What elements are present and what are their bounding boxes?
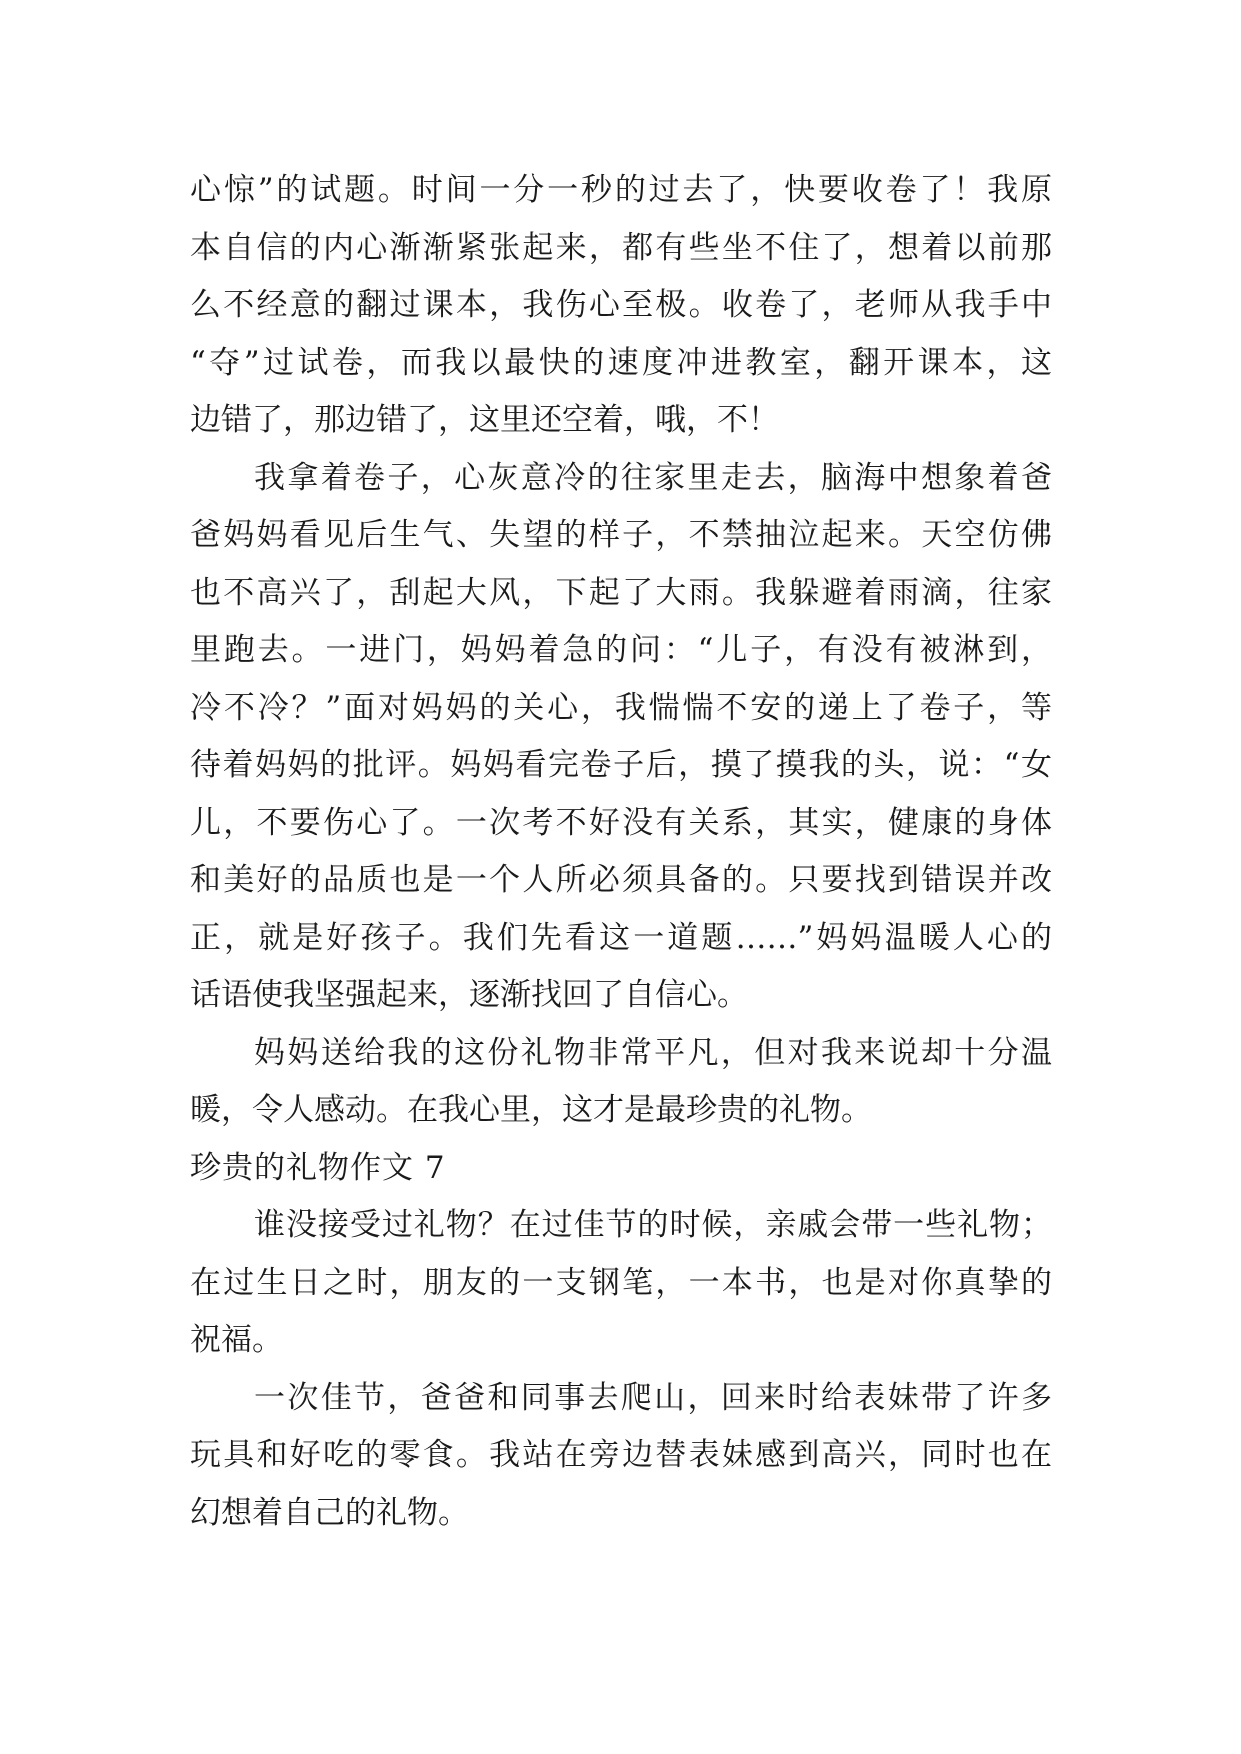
text-line: 待着妈妈的批评。妈妈看完卷子后，摸了摸我的头，说：“女 xyxy=(190,747,1052,783)
text-line: 妈妈送给我的这份礼物非常平凡，但对我来说却十分温 xyxy=(254,1034,1052,1071)
text-line: 儿，不要伤心了。一次考不好没有关系，其实，健康的身体 xyxy=(190,804,1052,841)
text-line: 本自信的内心渐渐紧张起来，都有些坐不住了，想着以前那 xyxy=(190,229,1052,266)
text-line: 一次佳节，爸爸和同事去爬山，回来时给表妹带了许多 xyxy=(254,1379,1052,1416)
text-line: 暖，令人感动。在我心里，这才是最珍贵的礼物。 xyxy=(190,1092,872,1128)
text-line: 幻想着自己的礼物。 xyxy=(190,1494,469,1531)
text-line: 我拿着卷子，心灰意冷的往家里走去，脑海中想象着爸 xyxy=(254,459,1052,496)
text-line: 里跑去。一进门，妈妈着急的问：“儿子，有没有被淋到， xyxy=(190,632,1052,668)
section-heading: 珍贵的礼物作文 7 xyxy=(190,1149,446,1186)
essay-text xyxy=(190,162,1052,1542)
text-line: 冷不冷？”面对妈妈的关心，我惴惴不安的递上了卷子，等 xyxy=(190,689,1052,726)
text-line: 正，就是好孩子。我们先看这一道题……”妈妈温暖人心的 xyxy=(190,919,1052,956)
text-line: 心惊”的试题。时间一分一秒的过去了，快要收卷了！我原 xyxy=(190,172,1052,208)
text-line: 也不高兴了，刮起大风，下起了大雨。我躲避着雨滴，往家 xyxy=(190,574,1052,611)
text-line: 在过生日之时，朋友的一支钢笔，一本书，也是对你真挚的 xyxy=(190,1264,1052,1301)
text-line: 爸妈妈看见后生气、失望的样子，不禁抽泣起来。天空仿佛 xyxy=(190,517,1052,553)
text-line: 话语使我坚强起来，逐渐找回了自信心。 xyxy=(190,977,748,1013)
text-line: 么不经意的翻过课本，我伤心至极。收卷了，老师从我手中 xyxy=(190,287,1052,323)
text-line: 谁没接受过礼物？在过佳节的时候，亲戚会带一些礼物； xyxy=(254,1207,1052,1243)
text-line: “夺”过试卷，而我以最快的速度冲进教室，翻开课本，这 xyxy=(190,344,1052,381)
text-line: 玩具和好吃的零食。我站在旁边替表妹感到高兴，同时也在 xyxy=(190,1437,1052,1473)
text-line: 祝福。 xyxy=(190,1322,283,1358)
text-line: 边错了，那边错了，这里还空着，哦，不！ xyxy=(190,402,779,438)
text-line: 和美好的品质也是一个人所必须具备的。只要找到错误并改 xyxy=(190,862,1052,898)
